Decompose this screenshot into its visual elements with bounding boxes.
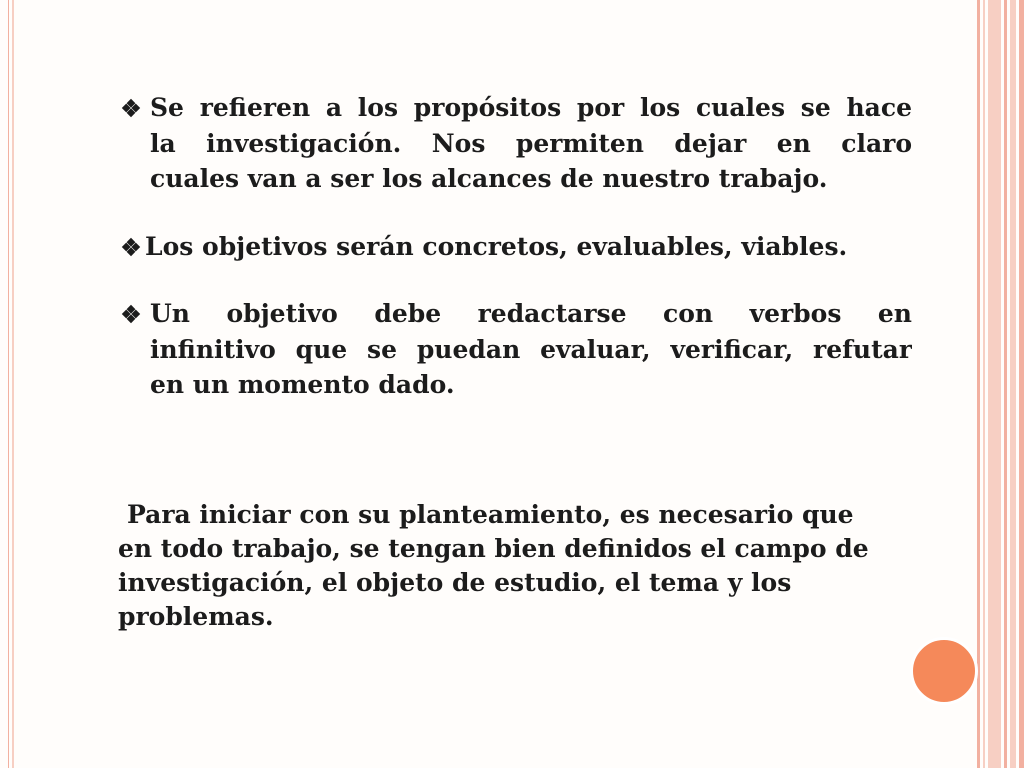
bullet-line: Los objetivos serán concretos, evaluables, viables. [145,232,848,261]
decorative-circle [910,637,978,705]
diamond-bullet-icon [121,304,141,324]
right-border-stripe [1019,0,1024,768]
bullet-text [150,90,912,197]
right-border-stripe [977,0,980,768]
left-border-line [8,0,9,768]
bullet-line: cuales van a ser los alcances de nuestro trabajo. [150,164,828,193]
bullet-line: en un momento dado. [150,370,455,399]
left-border-line [12,0,14,768]
right-border-stripe [988,0,1001,768]
paragraph-line: problemas. [118,602,274,631]
paragraph-line: en todo trabajo, se tengan bien definidos el campo de [118,534,869,563]
bullet-text [145,229,925,265]
paragraph-line: Para iniciar con su planteamiento, es necesario que [127,500,854,529]
right-border-stripe [983,0,985,768]
right-border-stripe [1010,0,1016,768]
bullet-line: Un objetivo debe redactarse con verbos en [150,299,912,328]
right-border-stripe [1004,0,1007,768]
bullet-line: infinitivo que se puedan evaluar, verificar, refutar [150,334,912,364]
bullet-text [150,296,912,403]
paragraph-line: investigación, el objeto de estudio, el tema y los [118,568,792,597]
bullet-line: la investigación. Nos permiten dejar en claro [150,128,912,158]
bullet-line: Se refieren a los propósitos por los cuales se hace [150,93,912,122]
diamond-bullet-icon [121,237,141,257]
diamond-bullet-icon [121,98,141,118]
body-paragraph [118,498,938,634]
